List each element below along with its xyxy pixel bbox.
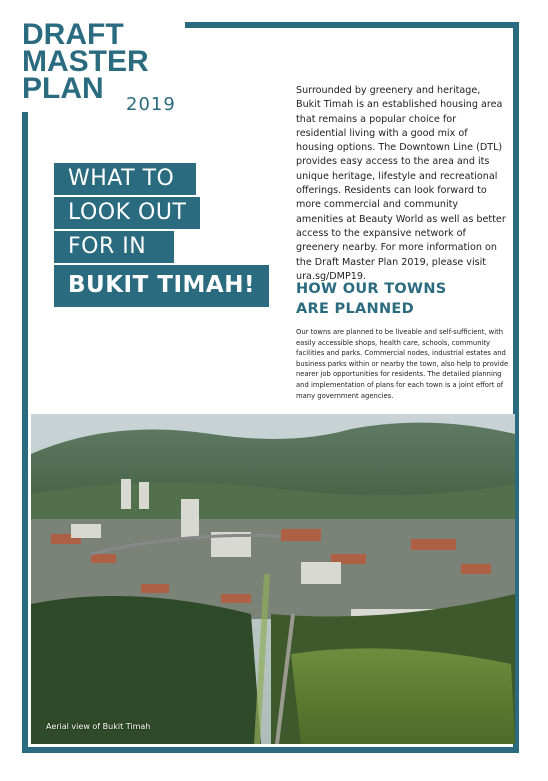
aerial-photo [31,414,515,744]
section-title-line-2: ARE PLANNED [296,301,414,317]
section-body: Our towns are planned to be liveable and self-sufficient, with easily accessible shops, health care, schools, community facilities and parks. Commercial nodes, industrial estates and business parks within or nearby the town, also help to provide nearer job opportunities for residents. The detailed planning and implementation of plans for each town is a joint effort of many government agencies. [296,328,509,400]
headline [54,155,272,306]
logo-year: 2019 [126,94,176,115]
intro-paragraph: Surrounded by greenery and heritage, Bukit Timah is an established housing area that remains a popular choice for residential living with a good mix of housing options. The Downtown Line (DTL) provides easy access to the area and its unique heritage, lifestyle and recreational offerings. Residents can look forward to more commercial and community amenities at Beauty World as well as better access to the expansive network of greenery nearby. For more information on the Draft Master Plan 2019, please visit ura.sg/DMP19. [296,85,506,282]
logo-line-master: MASTER [22,45,149,78]
headline-line-4: BUKIT TIMAH! [54,265,269,307]
headline-line-2: LOOK OUT [54,197,200,229]
section-title-line-1: HOW OUR TOWNS [296,281,447,297]
logo-line-plan: PLAN [22,72,104,105]
draft-master-plan-logo [10,8,185,115]
headline-line-1: WHAT TO [54,163,196,195]
logo-line-draft: DRAFT [22,18,124,51]
aerial-photo-illustration [31,414,515,744]
section-title [296,279,506,319]
photo-caption: Aerial view of Bukit Timah [46,722,151,731]
headline-line-3: FOR IN [54,231,174,263]
